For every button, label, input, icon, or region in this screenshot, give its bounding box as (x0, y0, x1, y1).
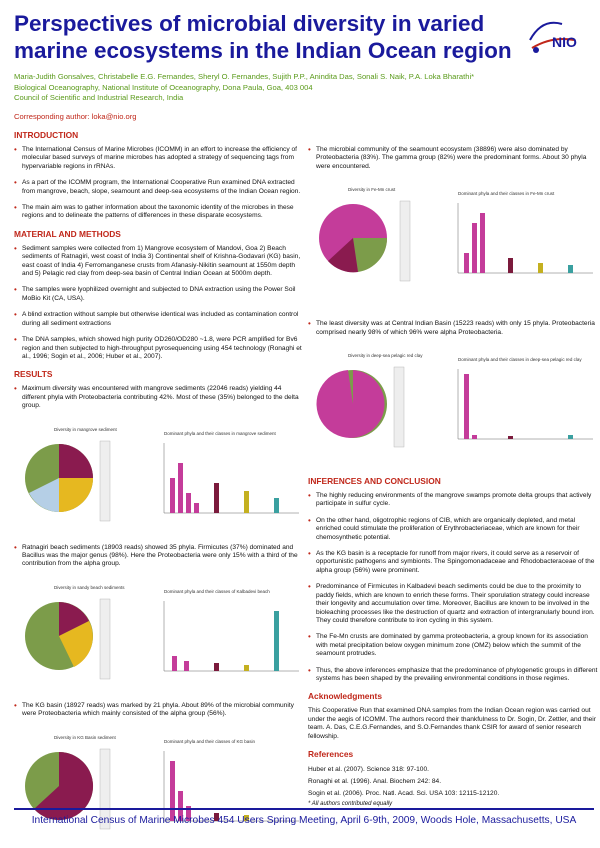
kg-bar-title: Dominant phyla and their classes of KG basin (164, 738, 256, 744)
right-column (308, 146, 598, 807)
seamount-figure (308, 183, 598, 291)
methods-paragraph: • The samples were lyophilized overnight and subjected to DNA extraction using the Power Soil MoBio Kit (CA, USA). (14, 286, 304, 303)
intro-paragraph: • The main aim was to gather information about the taxonomic identity of the microbes in these regions and to delineate the patterns of differences in these disparate ecosystems. (14, 204, 304, 221)
methods-paragraph: • Sediment samples were collected from 1) Mangrove ecosystem of Mandovi, Goa 2) Beach sediments of Ratnagiri, west coast of India 3) Continental shelf of Krishna-Godavari (KG) basin, east coast of India 4) Ferromanganese crusts from Afanasiy-Nikitin seamount at 1550m depth and 5) Pelagic red clay from deep-sea basin of Central Indian Ocean at 5000m depth. (14, 245, 304, 279)
beach-figure (14, 581, 304, 689)
kg-bars (170, 761, 249, 821)
authors-note: * All authors contributed equally (308, 800, 393, 807)
reference-item: Huber et al. (2007). Science 318: 97-100. (308, 765, 429, 773)
beach-bars (172, 611, 279, 671)
mangrove-figure (14, 423, 304, 531)
results-paragraph: • The KG basin (18927 reads) was marked by 21 phyla. About 89% of the microbial community were Proteobacteria which mainly consisted of the alpha group (56%). (14, 702, 304, 719)
mangrove-pie-title: Diversity in mangrove sediment (54, 426, 117, 432)
reference-item: Ronaghi et al. (1996). Anal. Biochem 242: 84. (308, 777, 442, 785)
methods-paragraph: • The DNA samples, which showed high purity OD260/OD280 ~1.8, were PCR amplified for Bv6 region and then subjected to high-throughput pyrosequencing using 454 technology (Ronaghi et al., 1996; Sogin et al., 2006; Huber et al., 2007). (14, 336, 304, 361)
inference-paragraph: • As the KG basin is a receptacle for runoff from major rivers, it could serve as a reservoir of opportunistic pathogens and symbionts. The Spingomonadaceae and Rhodobacteraceae of the alpha group (56%) were prominent. (308, 550, 598, 575)
left-column (14, 130, 304, 848)
corresponding-author: Corresponding author: loka@nio.org (14, 112, 137, 121)
mangrove-bars (170, 463, 279, 513)
affiliation-line-2: Council of Scientific and Industrial Research, India (14, 93, 184, 102)
results-paragraph: • The microbial community of the seamount ecosystem (38896) were also dominated by Proteobacteria (83%). The gamma group (82%) were the predominant forms. About 30 phyla were encountered. (308, 146, 598, 171)
cib-figure (308, 349, 598, 457)
inference-paragraph: • Predominance of Firmicutes in Kalbadevi beach sediments could be due to the proximity to paddy fields, which are known to enrich these forms. Their sporulation strategy could increase their longevity and accumulation over time. Moreover, Bacillus are known to be involved in the bioleaching processes like the destruction of quartz and extraction of intergranularly bound iron. They could therefore contribute to iron cycling in this system. (308, 583, 598, 625)
results-paragraph: • Ratnagiri beach sediments (18903 reads) showed 35 phyla. Firmicutes (37%) dominated and Bacillus was the major genus (98%). Here the Proteobacteria were only 15% with a third of the contribution from the alpha group. (14, 544, 304, 569)
pie-slice (353, 238, 387, 272)
cib-pie-title: Diversity in deep-sea pelagic red clay (348, 353, 423, 359)
intro-paragraph: • As a part of the ICOMM program, the International Cooperative Run examined DNA extracted from mangrove, beach, slope, seamount and deep-sea ecosystems of the Indian Ocean region. (14, 179, 304, 196)
inference-paragraph: • The highly reducing environments of the mangrove swamps promote delta groups that actively participate in sulfur cycle. (308, 492, 598, 509)
footer-text: International Census of Marine Microbes 454 Users Spring Meeting, April 6-9th, 2009, Woods Hole, Massachusetts, USA (31, 815, 577, 826)
results-paragraph: • Maximum diversity was encountered with mangrove sediments (22046 reads) yielding 44 different phyla with Proteobacteria contributing 42%. Most of these (35%) belonged to the delta group. (14, 385, 304, 410)
pie-slice (59, 444, 93, 478)
kg-pie-title: Diversity in KG Basin sediment (54, 734, 116, 740)
mangrove-bar-title: Dominant phyla and their classes in mangrove sediment (164, 430, 276, 436)
beach-bar-title: Dominant phyla and their classes of Kalbadevi beach (164, 588, 270, 594)
results-paragraph: • The least diversity was at Central Indian Basin (15223 reads) with only 15 phyla. Proteobacteria comprised nearly 98% of which 96% were alpha Proteobacteria. (308, 320, 598, 337)
seamount-pie-title: Diversity in Fe-Mn crust (348, 187, 396, 193)
nio-logo-text: NIO (552, 34, 577, 50)
inferences-heading: INFERENCES AND CONCLUSION (308, 476, 441, 487)
results-heading: RESULTS (14, 369, 53, 380)
footer-divider (14, 808, 594, 810)
inference-paragraph: • Thus, the above inferences emphasize that the predominance of phylogenetic groups in different systems has been shaped by the prevailing environmental conditions in those regimes. (308, 667, 598, 684)
ack-heading: Acknowledgments (308, 691, 382, 702)
author-list: Maria-Judith Gonsalves, Christabelle E.G. Fernandes, Sheryl O. Fernandes, Sujith P.P., Anindita Das, Sonali S. Naik, P.A. Loka Bharathi* (14, 72, 475, 81)
methods-heading: MATERIAL AND METHODS (14, 228, 121, 239)
seamount-bars (464, 213, 573, 273)
reference-item: Sogin et al. (2006). Proc. Natl. Acad. Sci. USA 103: 12115-12120. (308, 789, 500, 797)
cib-bar-title: Dominant phyla and their classes in deep-sea pelagic red clay (458, 357, 582, 363)
seamount-bar-title: Dominant phyla and their classes in Fe-Mn crust (458, 191, 555, 197)
intro-heading: INTRODUCTION (14, 130, 79, 140)
intro-paragraph: • The International Census of Marine Microbes (ICOMM) in an effort to increase the efficiency of molecular based surveys of marine microbes has adopted a strategy of sequencing tags from hypervariable regions in rRNAs. (14, 146, 304, 171)
poster-title: Perspectives of microbial diversity in varied marine ecosystems in the Indian Ocean region (14, 11, 512, 63)
inference-paragraph: • On the other hand, oligotrophic regions of CIB, which are organically depleted, and metal enriched could stimulate the proliferation of Erythrobacteriaceae, which are known for their chemosynthetic potential. (308, 517, 598, 542)
inference-paragraph: • The Fe-Mn crusts are dominated by gamma proteobacteria, a group known for its association with metal precipitation below oxygen minimum zone (OMZ) below which the summit of the seamount protrudes. (308, 633, 598, 658)
pie-slice (59, 478, 93, 512)
references-heading: References (308, 748, 354, 759)
ack-text: This Cooperative Run that examined DNA samples from the Indian Ocean region was carried out under the aegis of ICOMM. The authors record their thankfulness to Dr. Sogin, Dr. Zettler, and their team. A. Das, C.E.G.Fernandes, and S.O.Fernandes thank CSIR for award of senior research fellowship. (308, 707, 596, 740)
cib-bars (464, 374, 573, 439)
methods-paragraph: • A blind extraction without sample but otherwise identical was included as contamination control during all sediment extractions (14, 311, 304, 328)
affiliation-line-1: Biological Oceanography, National Institute of Oceanography, Dona Paula, Goa, 403 004 (14, 83, 313, 92)
beach-pie-title: Diversity in sandy beach sediments (54, 584, 125, 590)
affiliation (14, 83, 594, 103)
